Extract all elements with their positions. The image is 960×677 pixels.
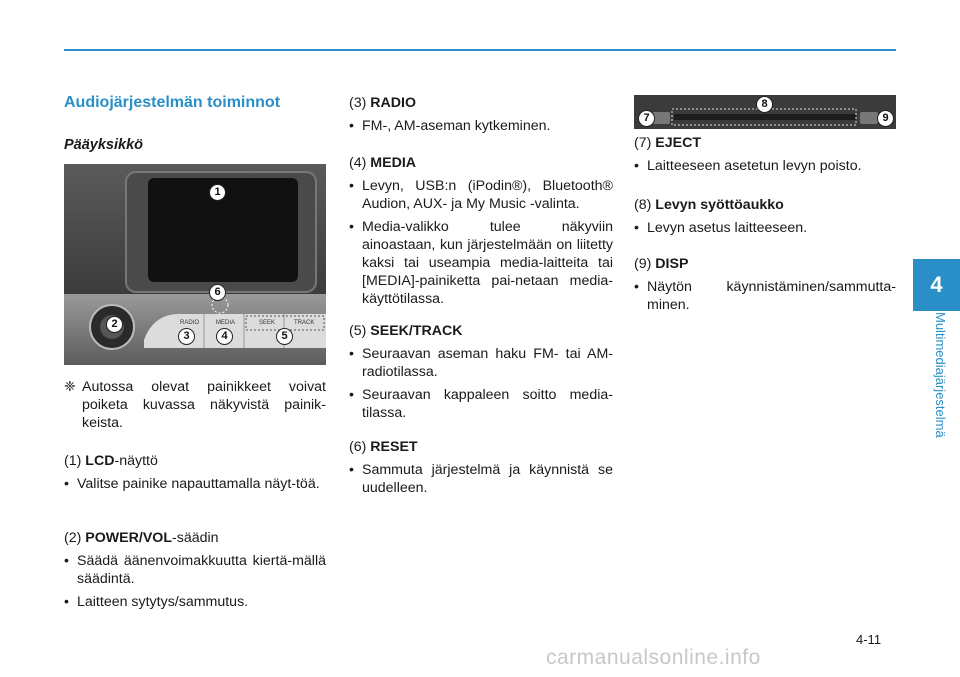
callout-2: 2	[106, 316, 123, 333]
callout-6: 6	[209, 284, 226, 301]
seek-key-label: SEEK	[259, 320, 276, 326]
subsection-title: Pääyksikkö	[64, 137, 144, 153]
section-title: Audiojärjestelmän toiminnot	[64, 94, 281, 111]
radio-key-label: RADIO	[180, 320, 200, 326]
bullet-text: Näytön käynnistäminen/sammutta-minen.	[647, 279, 896, 313]
item-seek-track: (5) SEEK/TRACK • Seuraavan aseman haku FM- tai AM-radiotilassa. • Seuraavan kappaleen soitto media-tilassa.	[349, 323, 613, 421]
disc-slot-photo	[634, 95, 896, 129]
callout-9: 9	[877, 110, 894, 127]
bullet-text: Laitteeseen asetetun levyn poisto.	[647, 158, 862, 174]
media-key-label: MEDIA	[216, 320, 236, 326]
callout-7: 7	[638, 110, 655, 127]
callout-1: 1	[209, 184, 226, 201]
note-block	[64, 378, 326, 432]
item-lcd: (1) LCD-näyttö • Valitse painike napauttamalla näyt-töä.	[64, 452, 326, 493]
page-number: 4-11	[856, 632, 882, 647]
item-disc-slot: (8) Levyn syöttöaukko • Levyn asetus laitteeseen.	[634, 196, 896, 237]
callout-8: 8	[756, 96, 773, 113]
header-rule	[64, 49, 896, 51]
item-disp: (9) DISP • Näytön käynnistäminen/sammutta-minen.	[634, 256, 896, 313]
item-media: (4) MEDIA • Levyn, USB:n (iPodin®), Bluetooth® Audion, AUX- ja My Music -valinta. • Media-valikko tulee näkyviin ainoastaan, kun järjestelmään on liitetty kaksi tai useampia media-laitteita tai [MEDIA]-painiketta pai-netaan media-käyttötilassa.	[349, 155, 613, 307]
item-power-vol: (2) POWER/VOL-säädin • Säädä äänenvoimakkuutta kiertä-mällä säädintä. • Laitteen sytytys/sammutus.	[64, 530, 326, 610]
bullet-text: Media-valikko tulee näkyviin ainoastaan, kun järjestelmään on liitetty kaksi tai useampia media-laitteita tai [MEDIA]-painiketta pai-netaan media-käyttötilassa.	[362, 219, 613, 307]
item-eject: (7) EJECT • Laitteeseen asetetun levyn poisto.	[634, 134, 896, 175]
head-unit-photo	[64, 164, 326, 365]
bullet-text: Levyn asetus laitteeseen.	[647, 220, 808, 236]
bullet-text: FM-, AM-aseman kytkeminen.	[362, 118, 551, 134]
item-radio: (3) RADIO • FM-, AM-aseman kytkeminen.	[349, 94, 613, 135]
callout-4: 4	[216, 328, 233, 345]
note-text: Autossa olevat painikkeet voivat poiketa kuvassa näkyvistä painik-keista.	[82, 379, 326, 431]
bullet-text: Valitse painike napauttamalla näyt-töä.	[77, 476, 320, 492]
bullet-text: Seuraavan aseman haku FM- tai AM-radiotilassa.	[362, 346, 613, 380]
chapter-title: Multimediajärjestelmä	[933, 312, 948, 438]
note-symbol: ❈	[64, 379, 76, 395]
track-key-label: TRACK	[294, 320, 315, 326]
callout-3: 3	[178, 328, 195, 345]
bullet-text: Levyn, USB:n (iPodin®), Bluetooth® Audion, AUX- ja My Music -valinta.	[362, 178, 613, 212]
watermark: carmanualsonline.info	[546, 646, 761, 669]
callout-5: 5	[276, 328, 293, 345]
bullet-text: Seuraavan kappaleen soitto media-tilassa.	[362, 387, 613, 421]
chapter-tab[interactable]: 4	[913, 259, 960, 311]
item-reset: (6) RESET • Sammuta järjestelmä ja käynnistä se uudelleen.	[349, 439, 613, 496]
bullet-text: Laitteen sytytys/sammutus.	[77, 594, 249, 610]
bullet-text: Sammuta järjestelmä ja käynnistä se uudelleen.	[362, 462, 613, 496]
bullet-text: Säädä äänenvoimakkuutta kiertä-mällä säädintä.	[77, 553, 326, 587]
